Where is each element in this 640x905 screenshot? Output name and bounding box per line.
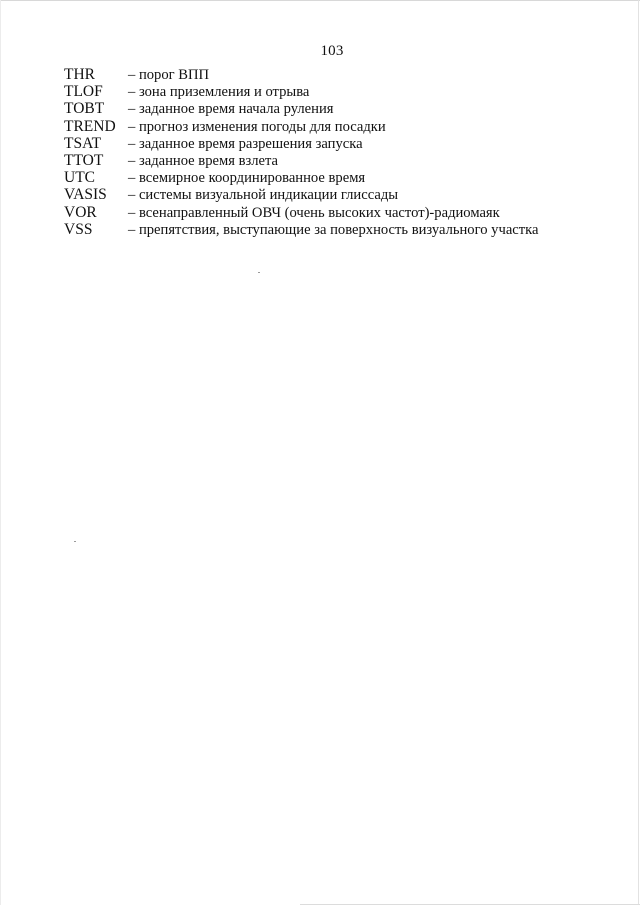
abbreviation-definition: – системы визуальной индикации глиссады — [128, 187, 399, 204]
abbreviation-row — [64, 169, 624, 186]
scan-edge-right — [638, 0, 639, 905]
abbreviation-term: TREND — [64, 117, 116, 135]
abbreviation-definition: – препятствия, выступающие за поверхность визуального участка — [128, 221, 539, 238]
abbreviation-row — [64, 221, 624, 238]
abbreviation-row — [64, 186, 624, 203]
abbreviation-term: TOBT — [64, 100, 105, 118]
abbreviation-definition: – прогноз изменения погоды для посадки — [128, 118, 386, 135]
abbreviation-list — [64, 66, 624, 238]
abbreviation-row — [64, 135, 624, 152]
scan-edge-top — [0, 0, 640, 1]
abbreviation-definition: – всенаправленный ОВЧ (очень высоких частот)-радиомаяк — [128, 204, 500, 221]
abbreviation-definition: – заданное время взлета — [128, 152, 279, 169]
abbreviation-row — [64, 152, 624, 169]
scan-edge-left — [0, 0, 1, 905]
abbreviation-term: UTC — [64, 169, 95, 187]
abbreviation-definition: – заданное время начала руления — [128, 101, 334, 118]
abbreviation-definition: – порог ВПП — [128, 67, 210, 83]
abbreviation-row — [64, 204, 624, 221]
page-number: 103 — [320, 43, 344, 59]
abbreviation-row — [64, 100, 624, 117]
abbreviation-definition: – всемирное координированное время — [128, 170, 366, 187]
abbreviation-definition: – заданное время разрешения запуска — [128, 135, 363, 152]
abbreviation-definition: – зона приземления и отрыва — [128, 84, 310, 101]
abbreviation-row — [64, 118, 624, 135]
abbreviation-row — [64, 83, 624, 100]
abbreviation-term: VSS — [64, 220, 93, 238]
abbreviation-term: TSAT — [64, 134, 102, 152]
scan-speck — [74, 541, 76, 542]
abbreviation-term: VASIS — [64, 186, 107, 204]
abbreviation-term: TTOT — [64, 151, 104, 169]
abbreviation-term: VOR — [64, 203, 97, 221]
abbreviation-term: THR — [64, 66, 95, 83]
abbreviation-term: TLOF — [64, 83, 103, 101]
abbreviation-row — [64, 66, 624, 83]
scan-speck — [258, 272, 260, 273]
